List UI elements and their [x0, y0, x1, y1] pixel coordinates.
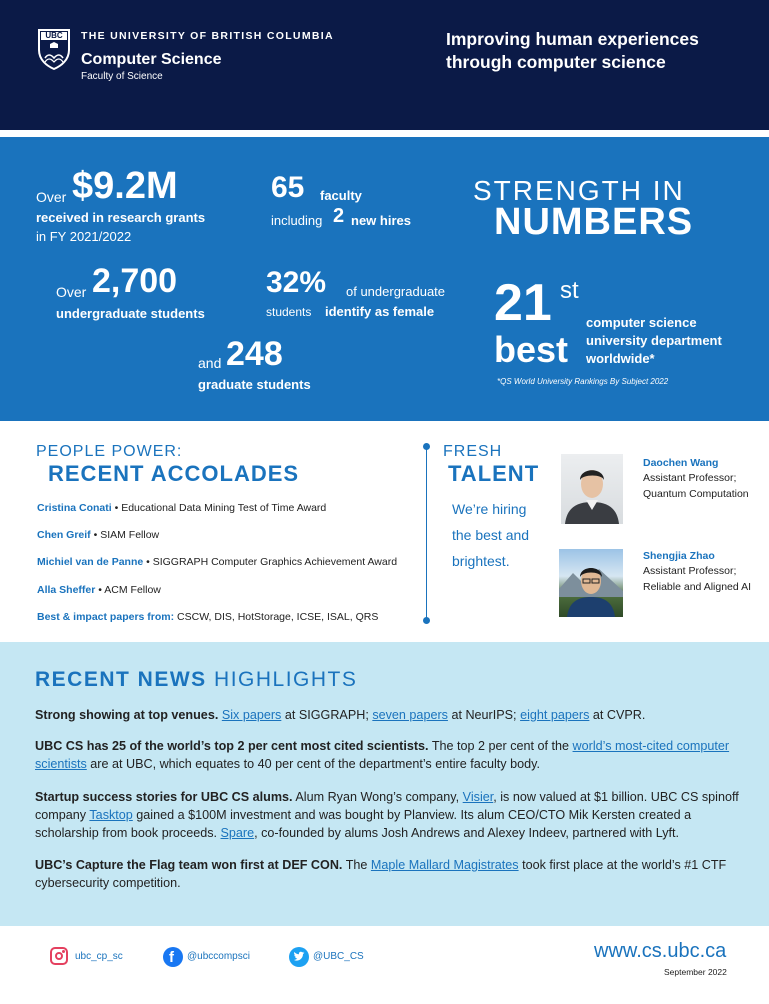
- people-title-line1: PEOPLE POWER:: [36, 443, 183, 460]
- hire-role1: Assistant Professor;: [643, 565, 737, 577]
- ranking-word: best: [494, 329, 569, 370]
- accolade-name: Cristina Conati: [37, 502, 112, 514]
- hire-name: Shengjia Zhao: [643, 550, 715, 562]
- graduate-prefix: and: [198, 355, 222, 371]
- hire-role2: Quantum Computation: [643, 488, 749, 500]
- divider-dot-top: [423, 443, 430, 450]
- ranking-footnote: *QS World University Rankings By Subject 2022: [497, 377, 669, 386]
- section-divider: [426, 445, 427, 621]
- header: [0, 0, 769, 130]
- news-lead: Strong showing at top venues.: [35, 708, 219, 722]
- accolade-item: [37, 529, 159, 541]
- daochen-wang-photo: [561, 454, 623, 524]
- news-text: at CVPR.: [592, 708, 646, 722]
- facebook-icon[interactable]: f: [163, 947, 183, 967]
- strength-title-line2: NUMBERS: [494, 201, 694, 243]
- news-lead: UBC’s Capture the Flag team won first at DEF CON.: [35, 858, 343, 872]
- publication-date: September 2022: [664, 967, 727, 977]
- grants-prefix: Over: [36, 189, 67, 205]
- tagline-line1: Improving human experiences: [446, 29, 699, 49]
- news-title: [35, 668, 357, 692]
- news-title-bold: RECENT NEWS: [35, 668, 207, 691]
- divider-dot-bottom: [423, 617, 430, 624]
- faculty-count: 65: [271, 171, 305, 204]
- university-name: THE UNIVERSITY OF BRITISH COLUMBIA: [81, 30, 334, 42]
- faculty-label: faculty: [320, 188, 362, 203]
- ranking-suffix: st: [560, 277, 579, 304]
- twitter-icon[interactable]: [289, 947, 309, 967]
- hiring-line2: the best and: [452, 527, 530, 543]
- accolade-award: • SIAM Fellow: [93, 529, 160, 541]
- undergrad-prefix: Over: [56, 284, 87, 300]
- news-text: at NeurIPS;: [451, 708, 517, 722]
- faculty-including: including: [271, 213, 323, 228]
- department-name: Computer Science: [81, 51, 222, 68]
- accolade-award: • SIGGRAPH Computer Graphics Achievement Award: [146, 556, 398, 568]
- logo-text: UBC: [45, 31, 63, 40]
- ranking-label-line3: worldwide*: [586, 351, 655, 366]
- eight-papers-link[interactable]: eight papers: [520, 708, 590, 722]
- news-lead: UBC CS has 25 of the world’s top 2 per cent most cited scientists.: [35, 739, 429, 753]
- accolade-name: Alla Sheffer: [37, 584, 96, 596]
- news-text: took first place at the world’s #1 CTF cybersecurity competition.: [35, 858, 727, 890]
- undergrad-label: undergraduate students: [56, 306, 205, 321]
- hiring-line3: brightest.: [452, 553, 510, 569]
- grants-label-line1: received in research grants: [36, 210, 206, 225]
- accolade-award: • ACM Fellow: [98, 584, 161, 596]
- new-hires-count: 2: [333, 205, 345, 227]
- seven-papers-link[interactable]: seven papers: [372, 708, 448, 722]
- news-text: are at UBC, which equates to 40 per cent of the department’s entire faculty body.: [90, 757, 540, 771]
- spare-link[interactable]: Spare: [220, 826, 255, 840]
- people-talent-section: [0, 421, 769, 642]
- news-text: , co-founded by alums Josh Andrews and Alexey Indeev, partnered with Lyft.: [254, 826, 680, 840]
- tasktop-link[interactable]: Tasktop: [89, 808, 133, 822]
- ubc-crest-logo: [37, 28, 71, 70]
- recent-news-section: [0, 642, 769, 926]
- news-text: The top 2 per cent of the: [431, 739, 570, 753]
- strength-in-numbers-section: [0, 137, 769, 421]
- accolade-item: [37, 584, 161, 596]
- talent-title-line1: FRESH: [443, 443, 503, 460]
- facebook-handle[interactable]: @ubccompsci: [187, 951, 250, 962]
- faculty-name: Faculty of Science: [81, 71, 163, 82]
- news-lead: Startup success stories for UBC CS alums.: [35, 790, 293, 804]
- news-text: at SIGGRAPH;: [284, 708, 369, 722]
- female-label-line1: of undergraduate: [346, 284, 446, 299]
- news-item: [35, 737, 747, 773]
- talent-title-line2: TALENT: [448, 461, 540, 486]
- grants-label-line2: in FY 2021/2022: [36, 229, 132, 244]
- hiring-line1: We’re hiring: [452, 501, 527, 517]
- hire-role1: Assistant Professor;: [643, 472, 737, 484]
- graduate-count: 248: [226, 335, 283, 373]
- six-papers-link[interactable]: Six papers: [221, 708, 282, 722]
- news-item: [35, 856, 747, 892]
- instagram-icon[interactable]: [50, 947, 68, 965]
- accolade-item: [37, 556, 397, 568]
- news-text: gained a $100M investment and was bought by Planview. Its alum CEO/CTO Mik Kersten created a scholarship from book proceeds.: [35, 808, 692, 840]
- news-text: , is now valued at $1 billion. UBC CS spinoff company: [35, 790, 739, 822]
- hire-name: Daochen Wang: [643, 457, 719, 469]
- tagline-line2: through computer science: [446, 52, 666, 72]
- female-label-line2-plain: students: [266, 305, 312, 319]
- news-text: Alum Ryan Wong’s company,: [295, 790, 460, 804]
- accolade-name: Michiel van de Panne: [37, 556, 144, 568]
- news-title-light: HIGHLIGHTS: [214, 668, 358, 691]
- female-label-line2-bold: identify as female: [325, 304, 435, 319]
- ranking-label-line2: university department: [586, 333, 722, 348]
- accolade-item: [37, 611, 378, 623]
- accolade-award: CSCW, DIS, HotStorage, ICSE, ISAL, QRS: [177, 611, 379, 623]
- female-percent: 32%: [266, 266, 327, 299]
- accolade-item: [37, 502, 326, 514]
- instagram-handle[interactable]: ubc_cp_sc: [75, 951, 123, 962]
- grants-amount: $9.2M: [72, 165, 178, 207]
- accolade-award: • Educational Data Mining Test of Time Award: [114, 502, 327, 514]
- ranking-label-line1: computer science: [586, 315, 697, 330]
- twitter-handle[interactable]: @UBC_CS: [313, 951, 364, 962]
- maple-mallard-magistrates-link[interactable]: Maple Mallard Magistrates: [370, 858, 519, 872]
- hire-role2: Reliable and Aligned AI: [643, 581, 751, 593]
- accolade-name: Chen Greif: [37, 529, 91, 541]
- strength-title-line1: STRENGTH IN: [473, 175, 685, 206]
- footer: [0, 926, 769, 1004]
- shengjia-zhao-photo: [559, 549, 623, 617]
- ranking-number: 21: [494, 274, 552, 332]
- most-cited-scientists-link[interactable]: world’s most-cited computer scientists: [35, 739, 730, 771]
- website-link[interactable]: www.cs.ubc.ca: [594, 940, 727, 962]
- news-item: [35, 706, 747, 724]
- news-text: The: [345, 858, 368, 872]
- accolade-name: Best & impact papers from:: [37, 611, 175, 623]
- undergrad-count: 2,700: [92, 262, 178, 300]
- news-item: [35, 788, 747, 842]
- people-title-line2: RECENT ACCOLADES: [48, 461, 300, 486]
- visier-link[interactable]: Visier: [462, 790, 494, 804]
- graduate-label: graduate students: [198, 377, 311, 392]
- new-hires-label: new hires: [351, 213, 411, 228]
